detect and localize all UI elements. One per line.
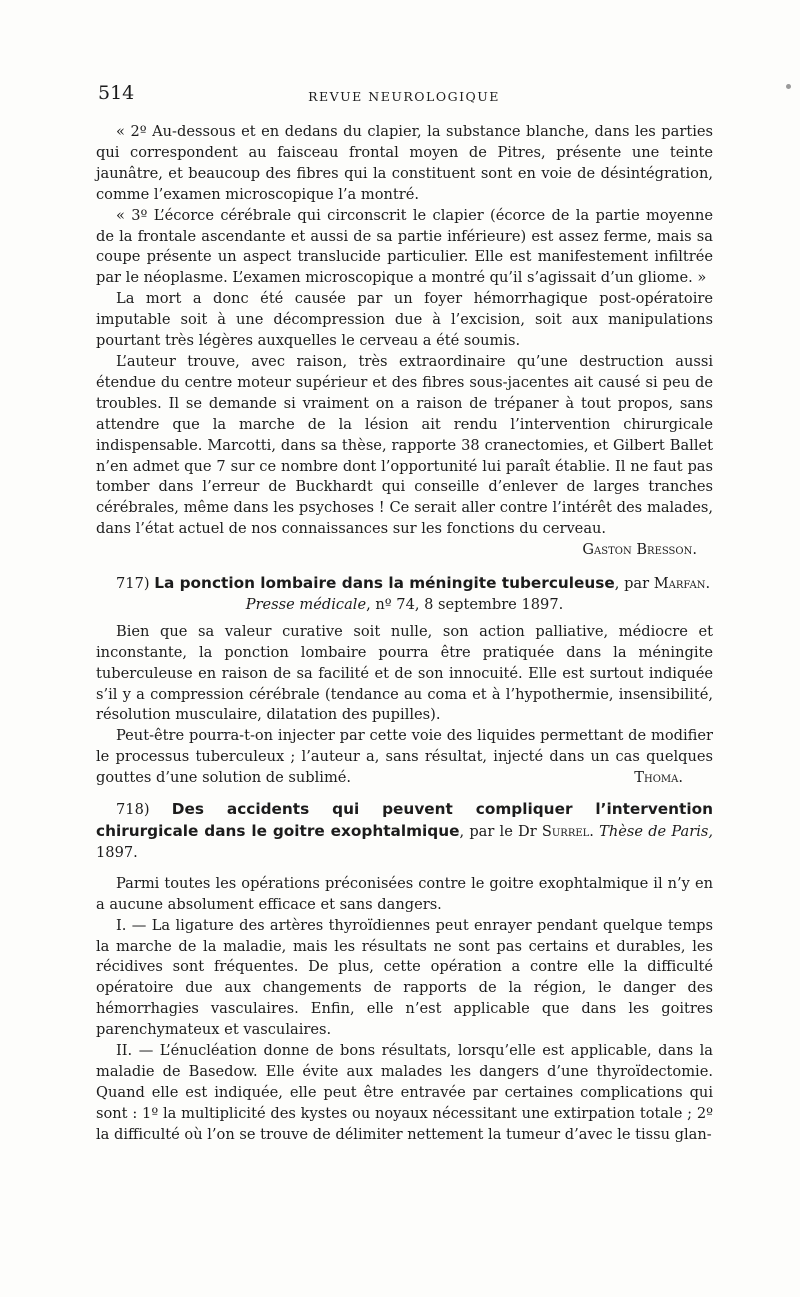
author-prefix: , par xyxy=(614,575,654,593)
entry-number: 718) xyxy=(116,801,150,819)
entry-title: Des accidents qui peuvent compliquer l’intervention chirurgicale dans le goitre exophtalmique xyxy=(96,800,714,840)
source-details: , nº 74, 8 septembre 1897. xyxy=(366,595,564,613)
print-speck xyxy=(786,84,791,89)
entry-year: 1897. xyxy=(96,843,138,861)
paragraph: I. — La ligature des artères thyroïdiennes peut enrayer pendant quelque temps la marche de la maladie, mais les résultats ne sont pas certains et durables, les récidives sont fréquentes. De plus, cette opération a contre elle la difficulté opératoire due aux changements de rapports de la région, le danger des hémorrhagies vasculaires. Enfin, elle n’est applicable que dans les goitres parenchymateux et vasculaires. xyxy=(96,916,713,1039)
paragraph: « 3º L’écorce cérébrale qui circonscrit le clapier (écorce de la partie moyenne de la frontale ascendante et aussi de sa partie inférieure) est assez ferme, mais sa coupe présente un aspect translucide particulier. Elle est manifestement infiltrée par le néoplasme. L’examen microscopique a montré qu’il s’agissait d’un gliome. » xyxy=(96,206,713,287)
author-prefix: , par le Dr xyxy=(459,823,542,840)
paragraph xyxy=(96,726,713,789)
paragraph: Bien que sa valeur curative soit nulle, son action palliative, médiocre et inconstante, la ponction lombaire pourra être pratiquée dans la méningite tuberculeuse en raison de sa facilité et de son innocuité. Elle est surtout indiquée s’il y a compression cérébrale (tendance au coma et à l’hypothermie, insensibilité, résolution musculaire, dilatation des pupilles). xyxy=(96,622,713,724)
body-text xyxy=(96,122,713,1146)
entry-heading-717 xyxy=(96,573,713,595)
paragraph: L’auteur trouve, avec raison, très extraordinaire qu’une destruction aussi étendue du centre moteur supérieur et des fibres sous-jacentes ait causé si peu de troubles. Il se demande si vraiment on a raison de trépaner à tout propos, sans attendre que la marche de la lésion ait rendu l’intervention chirurgicale indispensable. Marcotti, dans sa thèse, rapporte 38 cranectomies, et Gilbert Ballet n’en admet que 7 sur ce nombre dont l’opportunité lui paraît établie. Il ne faut pas tomber dans l’erreur de Buckhardt qui conseille d’enlever de larges tranches cérébrales, même dans les psychoses ! Ce serait aller contre l’intérêt des malades, dans l’état actuel de nos connaissances sur les fonctions du cerveau. xyxy=(96,352,713,538)
paragraph-text: Peut-être pourra-t-on injecter par cette voie des liquides permettant de modifier le processus tuberculeux ; l’auteur a, sans résultat, injecté dans un cas quelques gouttes d’une solution de sublimé. xyxy=(96,727,713,787)
paragraph: II. — L’énucléation donne de bons résultats, lorsqu’elle est applicable, dans la maladie de Basedow. Elle évite aux malades les dangers d’une thyroïdectomie. Quand elle est indiquée, elle peut être entravée par certaines complications qui sont : 1º la multiplicité des kystes ou noyaux nécessitant une extirpation totale ; 2º la difficulté où l’on se trouve de délimiter nettement la tumeur d’avec le tissu glan- xyxy=(96,1042,713,1143)
entry-title: La ponction lombaire dans la méningite tuberculeuse xyxy=(154,574,615,593)
signature: Gaston Bresson. xyxy=(582,541,697,559)
entry-source-717 xyxy=(96,595,713,616)
entry-author: Marfan. xyxy=(653,575,711,593)
running-title: REVUE NEUROLOGIQUE xyxy=(308,89,500,104)
signature: Thoma. xyxy=(634,769,683,787)
entry-heading-718 xyxy=(96,799,713,864)
spacer xyxy=(96,864,713,874)
paragraph: « 2º Au-dessous et en dedans du clapier, la substance blanche, dans les parties qui correspondent au faisceau frontal moyen de Pitres, présente une teinte jaunâtre, et beaucoup des fibres qui la constituent sont en voie de désintégration, comme l’examen microscopique l’a montré. xyxy=(96,123,713,203)
entry-number: 717) xyxy=(116,575,150,593)
page-header xyxy=(94,82,714,106)
thesis-reference: Thèse de Paris, xyxy=(599,823,713,840)
page-number: 514 xyxy=(98,82,135,104)
spacer xyxy=(96,789,713,799)
journal-name: Presse médicale xyxy=(245,595,367,613)
paragraph: Parmi toutes les opérations préconisées contre le goitre exophtalmique il n’y en a aucune absolument efficace et sans dangers. xyxy=(96,874,713,913)
paragraph: La mort a donc été causée par un foyer hémorrhagique post-opératoire imputable soit à une décompression due à l’excision, soit aux manipulations pourtant très légères auxquelles le cerveau a été soumis. xyxy=(96,290,713,350)
entry-author: Surrel. xyxy=(541,823,594,840)
